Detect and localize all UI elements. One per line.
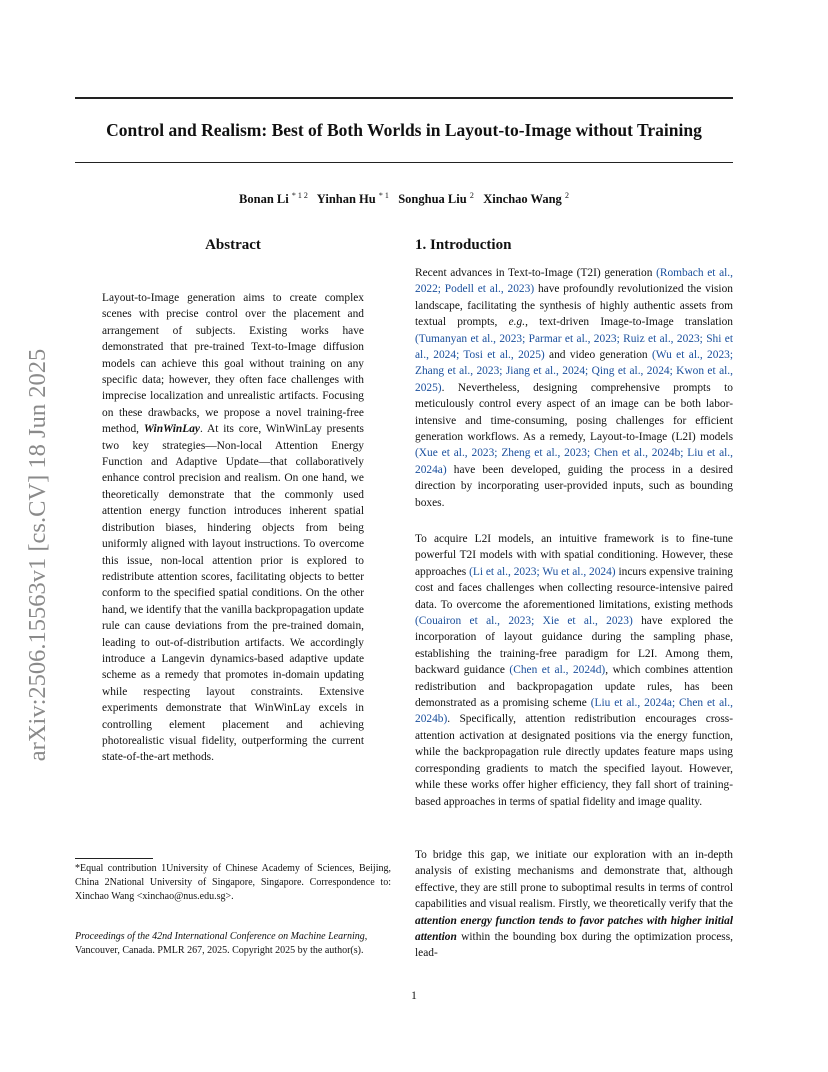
section-heading: 1. Introduction xyxy=(415,237,512,253)
author-affiliation-marks: 2 xyxy=(469,191,474,200)
intro-paragraph xyxy=(415,847,733,962)
author-name: Xinchao Wang xyxy=(483,192,562,207)
citation-link[interactable]: (Chen et al., 2024d) xyxy=(509,664,606,677)
footnote: *Equal contribution 1University of Chinese Academy of Sciences, Beijing, China 2National University of Singapore, Singapore. Correspondence to: Xinchao Wang <xinchao@nus.edu.sg>. xyxy=(75,863,391,902)
paragraph-text: To bridge this gap, we initiate our exploration with an in-depth analysis of existing mechanisms and demonstrate that, although effective, they are still prone to suboptimal results in terms of control capabilities and visual realism. Firstly, we theoretically verify that the xyxy=(415,849,733,911)
paragraph-text: . Specifically, attention redistribution encourages cross-attention activation at designated positions via the energy function, while the backpropagation rule directly updates feature maps using corresponding gradients to match the specified layout. However, while these works offer higher efficiency, they fall short of training-based approaches in terms of spatial fidelity and image quality. xyxy=(415,713,733,808)
paragraph-text: , text-driven Image-to-Image translation xyxy=(525,316,733,329)
arxiv-identifier: arXiv:2506.15563v1 [cs.CV] 18 Jun 2025 xyxy=(24,348,51,762)
paragraph-text: have explored the incorporation of layout guidance during the sampling phase, establishing the training-free paradigm for L2I. Among them, backward guidance xyxy=(415,615,734,677)
proceedings-details: , Vancouver, Canada. PMLR 267, 2025. Copyright 2025 by the author(s). xyxy=(75,931,368,956)
intro-paragraph xyxy=(415,531,733,810)
page-number: 1 xyxy=(411,990,417,1002)
paragraph-text: and video generation xyxy=(544,349,653,362)
citation-link[interactable]: (Liu et al., 2024a; Chen et al., 2024b) xyxy=(415,697,733,726)
author-affiliation-marks: * 1 2 xyxy=(291,191,308,200)
abstract-text: . At its core, WinWinLay presents two key strategies—Non-local Attention Energy Function and Adaptive Update—that collaboratively enhance control precision and realism. On one hand, we theoretically demonstrate that the commonly used attention energy function introduces inherent spatial distribution biases, hindering objects from being uniformly aligned with layout instructions. To overcome this issue, non-local attention prior is explored to redistribute attention scores, facilitating objects to better conform to the specified spatial conditions. On the other hand, we identify that the vanilla backpropagation update rule can cause deviations from the pre-trained domain, leading to out-of-distribution artifacts. We accordingly introduce a Langevin dynamics-based adaptive update scheme as a remedy that promotes in-domain updating while respecting layout constraints. Extensive experiments demonstrate that WinWinLay excels in controlling element placement and achieving photorealistic visual fidelity, outperforming the current state-of-the-art methods. xyxy=(102,423,364,764)
paragraph-text: within the bounding box during the optimization process, lead- xyxy=(415,931,733,960)
emphasized-claim: attention energy function tends to favor patches with higher initial attention xyxy=(415,914,733,944)
citation-link[interactable]: (Tumanyan et al., 2023; Parmar et al., 2023; Ruiz et al., 2023; Shi et al., 2024; Tosi et al., 2025) xyxy=(415,332,733,362)
proceedings-note xyxy=(75,930,391,958)
citation-link[interactable]: (Li et al., 2023; Wu et al., 2024) xyxy=(469,565,616,578)
title-rule-top xyxy=(75,97,733,99)
paragraph-text: . Nevertheless, designing comprehensive prompts to meticulously control every aspect of an image can be both labor-intensive and time-consuming, posing challenges for efficient generation workflows. As a remedy, Layout-to-Image (L2I) models xyxy=(415,381,733,444)
author-name: Songhua Liu xyxy=(398,192,467,207)
citation-link[interactable]: (Xue et al., 2023; Zheng et al., 2023; Chen et al., 2024b; Liu et al., 2024a) xyxy=(415,447,733,476)
paragraph-text: incurs expensive training cost and faces challenges when collecting resource-intensive paired data. To overcome the aforementioned limitations, existing methods xyxy=(415,565,733,611)
citation-link[interactable]: (Wu et al., 2023; Zhang et al., 2023; Jiang et al., 2024; Qing et al., 2024; Kwon et al., 2025) xyxy=(415,349,733,394)
footnote-rule xyxy=(75,858,153,859)
author-name: Yinhan Hu xyxy=(316,192,376,207)
paragraph-text: have profoundly revolutionized the vision landscape, facilitating the synthesis of highly authentic assets from textual prompts, xyxy=(415,283,733,329)
title-rule-bottom xyxy=(75,162,733,163)
intro-paragraph xyxy=(415,265,733,511)
paper-title: Control and Realism: Best of Both Worlds in Layout-to-Image without Training xyxy=(106,120,702,140)
abstract-body xyxy=(102,290,364,766)
method-name: WinWinLay xyxy=(143,423,200,436)
paragraph-text: , which combines attention redistribution and backpropagation update rules, has been demonstrated as a promising scheme xyxy=(415,664,733,710)
arxiv-sidebar xyxy=(22,348,54,762)
paragraph-text: have been developed, guiding the process in a desired direction by incorporating user-provided inputs, such as bounding boxes. xyxy=(415,463,733,509)
emphasized-text: e.g. xyxy=(508,316,526,329)
author-list xyxy=(75,191,733,207)
abstract-heading: Abstract xyxy=(205,237,261,253)
proceedings-venue: Proceedings of the 42nd International Conference on Machine Learning xyxy=(75,931,365,942)
author-name: Bonan Li xyxy=(239,192,289,207)
paragraph-text: Recent advances in Text-to-Image (T2I) generation xyxy=(415,267,657,279)
paragraph-text: To acquire L2I models, an intuitive framework is to fine-tune powerful T2I models with with spatial conditioning. However, these approaches xyxy=(415,533,733,578)
citation-link[interactable]: (Rombach et al., 2022; Podell et al., 2023) xyxy=(415,267,734,296)
author-affiliation-marks: * 1 xyxy=(378,191,389,200)
citation-link[interactable]: (Couairon et al., 2023; Xie et al., 2023) xyxy=(415,615,633,628)
author-affiliation-marks: 2 xyxy=(564,191,569,200)
abstract-text: Layout-to-Image generation aims to create complex scenes with precise control over the placement and arrangement of subjects. Existing works have demonstrated that pre-trained Text-to-Image diffusion models can achieve this goal without training on any specific data; however, they often face challenges with imprecise localization and unrealistic artifacts. Focusing on these drawbacks, we propose a novel training-free method, xyxy=(102,292,364,436)
